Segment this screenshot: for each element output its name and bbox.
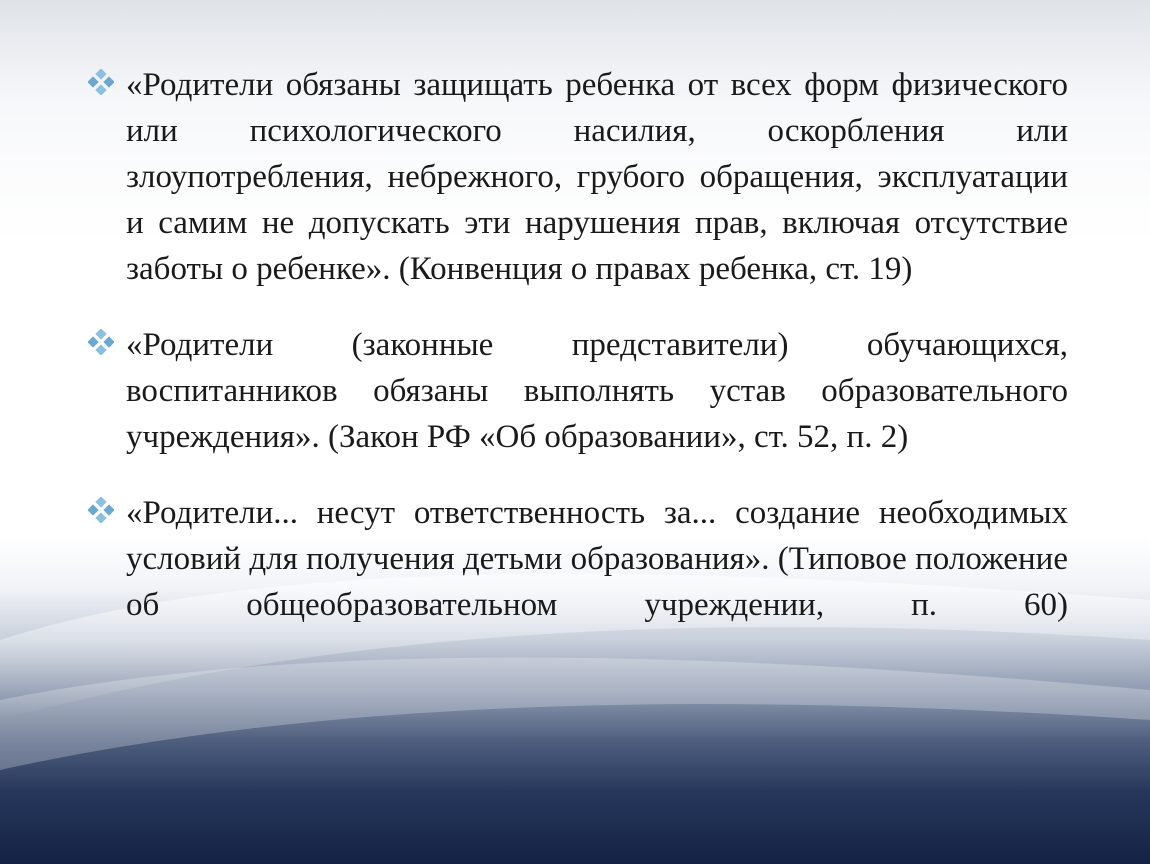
bullet-item	[88, 62, 1068, 292]
diamond-bullet-icon	[88, 69, 114, 95]
bullet-item	[88, 322, 1068, 460]
bullet-text: «Родители (законные представители) обучающихся, воспитанников обязаны выполнять устав образовательного учреждения». (Закон РФ «Об образовании», ст. 52, п. 2)	[126, 327, 1068, 455]
bullet-list	[88, 62, 1068, 658]
diamond-bullet-icon	[88, 497, 114, 523]
diamond-bullet-icon	[88, 329, 114, 355]
bullet-text: «Родители... несут ответственность за... создание необходимых условий для получения детьми образования». (Типовое положение об общеобразовательном учреждении, п. 60)	[126, 495, 1068, 623]
bullet-text: «Родители обязаны защищать ребенка от всех форм физического или психологического насилия, оскорбления или злоупотребления, небрежного, грубого обращения, эксплуатации и самим не допускать эти нарушения прав, включая отсутствие заботы о ребенке». (Конвенция о правах ребенка, ст. 19)	[126, 67, 1068, 287]
bullet-item	[88, 490, 1068, 628]
